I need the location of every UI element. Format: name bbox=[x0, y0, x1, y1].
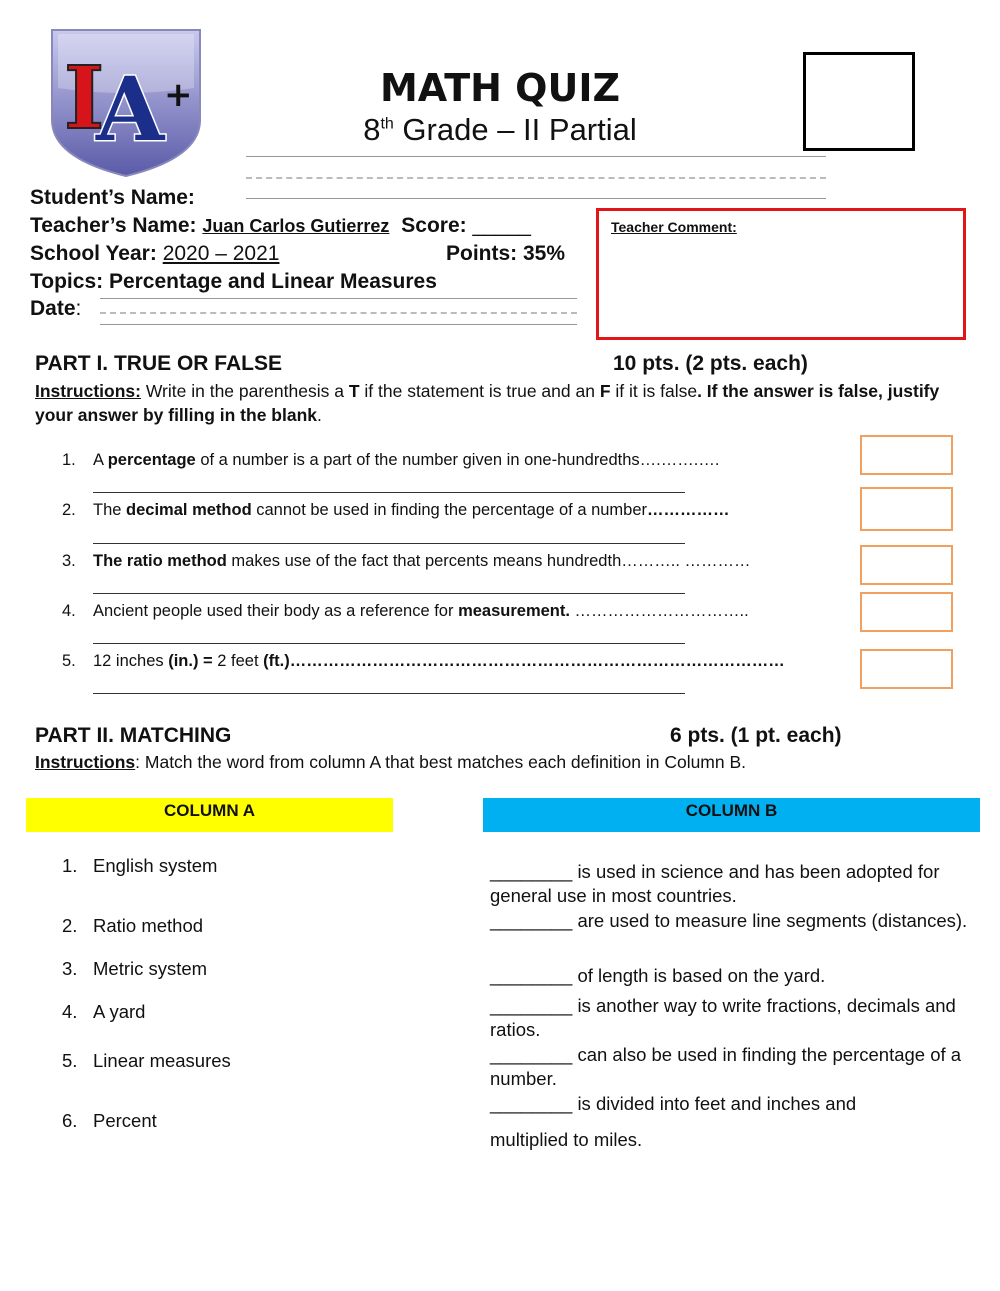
column-b-header: COLUMN B bbox=[483, 798, 980, 832]
justification-line[interactable] bbox=[93, 643, 685, 644]
school-logo bbox=[48, 28, 208, 178]
item-number: 3. bbox=[62, 958, 78, 979]
date-colon: : bbox=[75, 297, 82, 320]
question-number: 3. bbox=[62, 552, 76, 570]
divider bbox=[246, 177, 826, 179]
column-a-item bbox=[62, 958, 207, 980]
instr-t: T bbox=[348, 381, 360, 401]
question-number: 1. bbox=[62, 451, 76, 469]
teacher-name: Juan Carlos Gutierrez bbox=[202, 216, 390, 236]
teacher-comment-box[interactable] bbox=[596, 208, 966, 340]
column-b-item: ________ of length is based on the yard. bbox=[490, 965, 826, 986]
grade-box[interactable] bbox=[803, 52, 915, 151]
item-text: Metric system bbox=[93, 958, 208, 979]
points-label: Points: 35% bbox=[446, 242, 566, 265]
answer-box[interactable] bbox=[860, 435, 953, 475]
question-text: cannot be used in finding the percentage of a number bbox=[251, 501, 648, 519]
column-a-item bbox=[62, 915, 203, 937]
column-a-item bbox=[62, 855, 217, 877]
question-text: A bbox=[93, 451, 108, 469]
justification-line[interactable] bbox=[93, 593, 685, 594]
justification-line[interactable] bbox=[93, 492, 685, 493]
question-text: makes use of the fact that percents means hundredth……….. ………… bbox=[226, 552, 751, 570]
item-text: English system bbox=[93, 855, 218, 876]
question-text: of a number is a part of the number given in one-hundredths….…….…. bbox=[195, 451, 720, 469]
svg-text:I: I bbox=[64, 48, 105, 149]
logo-graphic bbox=[48, 28, 208, 178]
item-text: Linear measures bbox=[93, 1050, 231, 1071]
question-keyword: decimal method bbox=[126, 501, 252, 519]
grade-suffix: th bbox=[380, 115, 394, 133]
question-keyword: measurement. bbox=[458, 602, 570, 620]
svg-text:A: A bbox=[96, 57, 165, 161]
instr-text: if the statement is true and an bbox=[359, 381, 600, 401]
year-label: School Year: bbox=[30, 242, 157, 265]
part1-title: PART I. TRUE OR FALSE bbox=[35, 352, 282, 375]
item-number: 1. bbox=[62, 855, 78, 876]
column-a-item bbox=[62, 1050, 231, 1072]
item-number: 4. bbox=[62, 1001, 78, 1022]
date-label: Date bbox=[30, 297, 76, 320]
instr-text: if it is false bbox=[610, 381, 698, 401]
part2-points: 6 pts. (1 pt. each) bbox=[670, 724, 842, 747]
part1-instructions bbox=[35, 379, 965, 427]
part1-points: 10 pts. (2 pts. each) bbox=[613, 352, 808, 375]
svg-text:+: + bbox=[164, 75, 193, 115]
justification-line[interactable] bbox=[93, 693, 685, 694]
question-dots: …………… bbox=[647, 501, 730, 519]
question-keyword: percentage bbox=[107, 451, 196, 469]
question-text: 12 inches bbox=[93, 652, 169, 670]
score-label: Score: bbox=[401, 214, 467, 237]
column-a-item bbox=[62, 1110, 157, 1132]
item-number: 2. bbox=[62, 915, 78, 936]
question-text: ………………………….. bbox=[569, 602, 749, 620]
instr-text: Write in the parenthesis a bbox=[140, 381, 349, 401]
quiz-title: MATH QUIZ bbox=[379, 66, 621, 110]
question-number: 2. bbox=[62, 501, 76, 519]
quiz-subtitle bbox=[250, 112, 750, 148]
year-value: 2020 – 2021 bbox=[162, 242, 280, 265]
answer-box[interactable] bbox=[860, 649, 953, 689]
tf-question bbox=[62, 652, 862, 671]
question-keyword: (in.) = bbox=[168, 652, 213, 670]
divider bbox=[246, 198, 826, 199]
question-text: 2 feet bbox=[212, 652, 264, 670]
item-number: 6. bbox=[62, 1110, 78, 1131]
instr-f: F bbox=[599, 381, 611, 401]
school-year-label bbox=[30, 242, 279, 266]
item-number: 5. bbox=[62, 1050, 78, 1071]
column-b-item: ________ are used to measure line segments (distances). bbox=[490, 910, 968, 931]
column-a-header: COLUMN A bbox=[26, 798, 393, 832]
date-row bbox=[30, 297, 81, 321]
item-text: Ratio method bbox=[93, 915, 204, 936]
instr-text: : Match the word from column A that best matches each definition in Column B. bbox=[135, 752, 747, 772]
instr-text: . bbox=[317, 405, 322, 425]
grade-rest: Grade – II Partial bbox=[393, 112, 637, 147]
part2-instructions bbox=[35, 750, 965, 774]
question-text: The bbox=[93, 501, 127, 519]
teacher-row bbox=[30, 214, 531, 238]
tf-question bbox=[62, 602, 862, 621]
instr-label: Instructions bbox=[35, 752, 136, 772]
divider bbox=[100, 298, 577, 299]
question-number: 4. bbox=[62, 602, 76, 620]
tf-question bbox=[62, 501, 862, 520]
question-number: 5. bbox=[62, 652, 76, 670]
tf-question bbox=[62, 451, 862, 470]
question-keyword: (ft.)……………………………………………………………………………… bbox=[263, 652, 785, 670]
item-text: Percent bbox=[93, 1110, 157, 1131]
column-b-item: ________ is divided into feet and inches and bbox=[490, 1093, 857, 1114]
column-b-item: ________ can also be used in finding the percentage of a number. bbox=[490, 1044, 962, 1089]
part2-title: PART II. MATCHING bbox=[35, 724, 232, 747]
answer-box[interactable] bbox=[860, 487, 953, 531]
divider bbox=[246, 156, 826, 157]
instr-label: Instructions: bbox=[35, 381, 141, 401]
column-b-item-continued: multiplied to miles. bbox=[490, 1129, 643, 1150]
divider bbox=[100, 324, 577, 325]
answer-box[interactable] bbox=[860, 592, 953, 632]
score-blank[interactable]: _____ bbox=[472, 214, 531, 237]
topics-label: Topics: Percentage and Linear Measures bbox=[30, 270, 437, 293]
question-keyword: The ratio method bbox=[93, 552, 227, 570]
item-text: A yard bbox=[93, 1001, 146, 1022]
instr-bold: . If the answer is false, justify your answer by filling in the blank bbox=[35, 381, 940, 425]
question-text: Ancient people used their body as a reference for bbox=[93, 602, 459, 620]
answer-box[interactable] bbox=[860, 545, 953, 585]
column-b-item: ________ is used in science and has been adopted for general use in most countries. bbox=[490, 861, 940, 906]
column-b-item: ________ is another way to write fractions, decimals and ratios. bbox=[490, 995, 956, 1040]
student-name-label: Student’s Name: bbox=[30, 186, 195, 209]
teacher-comment-label: Teacher Comment: bbox=[611, 219, 737, 235]
tf-question bbox=[62, 552, 862, 571]
grade-number: 8 bbox=[363, 112, 381, 147]
date-field[interactable] bbox=[100, 312, 577, 314]
column-a-item bbox=[62, 1001, 145, 1023]
teacher-label: Teacher’s Name: bbox=[30, 214, 197, 237]
justification-line[interactable] bbox=[93, 543, 685, 544]
